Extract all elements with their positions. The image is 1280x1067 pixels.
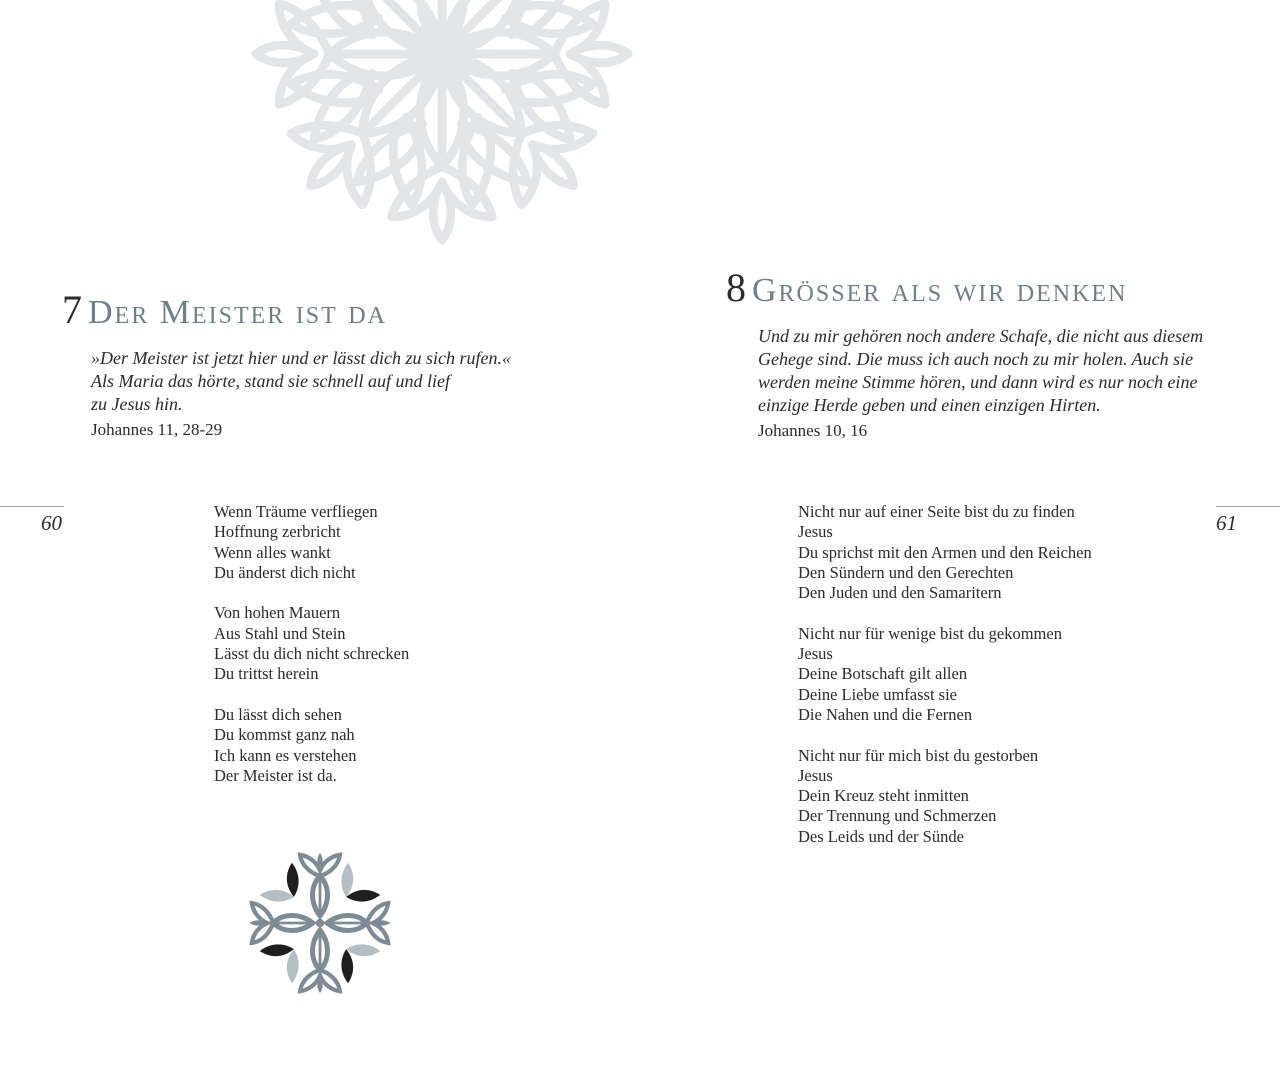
chapter-number: 7 — [62, 287, 82, 332]
poem-line: Den Sündern und den Gerechten — [798, 562, 1014, 582]
poem-line: Der Meister ist da. — [214, 765, 337, 785]
poem-line: Des Leids und der Sünde — [798, 826, 964, 846]
page-number-rule — [0, 506, 64, 507]
chapter-number: 8 — [726, 265, 746, 310]
poem-line: Jesus — [798, 522, 833, 542]
stanza — [798, 746, 1092, 847]
chapter-title: Der Meister ist da — [88, 294, 387, 331]
poem-line: Wenn Träume verfliegen — [214, 502, 378, 521]
page-number: 61 — [1216, 511, 1237, 535]
epigraph-quote — [91, 347, 551, 416]
epigraph-quote — [758, 325, 1228, 417]
poem-line: Dein Kreuz steht inmitten — [798, 786, 969, 806]
epigraph — [758, 325, 1228, 441]
bible-reference: Johannes 11, 28-29 — [91, 420, 223, 439]
stanza — [214, 705, 409, 786]
poem-line: Lässt du dich nicht schrecken — [214, 644, 410, 664]
poem-line: Hoffnung zerbricht — [214, 522, 341, 542]
poem-line: Du lässt dich sehen — [214, 704, 342, 724]
quote-line: zu Jesus hin. — [91, 394, 183, 414]
poem-line: Du trittst herein — [214, 664, 319, 684]
floral-mandala-icon — [244, 0, 640, 248]
stanza — [798, 624, 1092, 725]
poem-line: Jesus — [798, 765, 833, 785]
quote-line: werden meine Stimme hören, und dann wird es nur noch eine — [758, 372, 1198, 392]
poem-line: Du sprichst mit den Armen und den Reichen — [798, 542, 1092, 562]
floral-mandala-icon — [249, 852, 391, 994]
chapter-heading — [62, 286, 387, 333]
poem-line: Jesus — [798, 644, 833, 664]
poem-line: Der Trennung und Schmerzen — [798, 806, 997, 826]
poem-line: Ich kann es verstehen — [214, 745, 357, 765]
poem-line: Von hohen Mauern — [214, 603, 341, 623]
poem-line: Den Juden und den Samaritern — [798, 583, 1002, 603]
stanza — [214, 603, 409, 684]
quote-line: »Der Meister ist jetzt hier und er lässt dich zu sich rufen.« — [91, 348, 511, 368]
poem-line: Du änderst dich nicht — [214, 562, 356, 582]
poem-line: Nicht nur für mich bist du gestorben — [798, 745, 1039, 765]
poem-line: Wenn alles wankt — [214, 542, 331, 562]
poem-line: Nicht nur auf einer Seite bist du zu finden — [798, 502, 1075, 521]
epigraph — [91, 347, 551, 440]
page-number-rule — [1216, 506, 1280, 507]
poem-line: Aus Stahl und Stein — [214, 623, 346, 643]
page-number: 60 — [41, 511, 62, 535]
stanza — [798, 502, 1092, 603]
poem — [214, 502, 409, 806]
quote-line: Und zu mir gehören noch andere Schafe, die nicht aus diesem — [758, 326, 1204, 346]
poem — [798, 502, 1092, 867]
poem-line: Nicht nur für wenige bist du gekommen — [798, 623, 1062, 643]
chapter-title: Grösser als wir denken — [752, 272, 1128, 309]
chapter-heading — [726, 264, 1127, 311]
poem-line: Deine Liebe umfasst sie — [798, 684, 957, 704]
quote-line: einzige Herde geben und einen einzigen Hirten. — [758, 395, 1101, 415]
stanza — [214, 502, 409, 583]
poem-line: Deine Botschaft gilt allen — [798, 664, 968, 684]
poem-line: Die Nahen und die Fernen — [798, 704, 973, 724]
bible-reference: Johannes 10, 16 — [758, 421, 868, 440]
quote-line: Als Maria das hörte, stand sie schnell auf und lief — [91, 371, 450, 391]
poem-line: Du kommst ganz nah — [214, 725, 355, 745]
quote-line: Gehege sind. Die muss ich auch noch zu mir holen. Auch sie — [758, 349, 1194, 369]
